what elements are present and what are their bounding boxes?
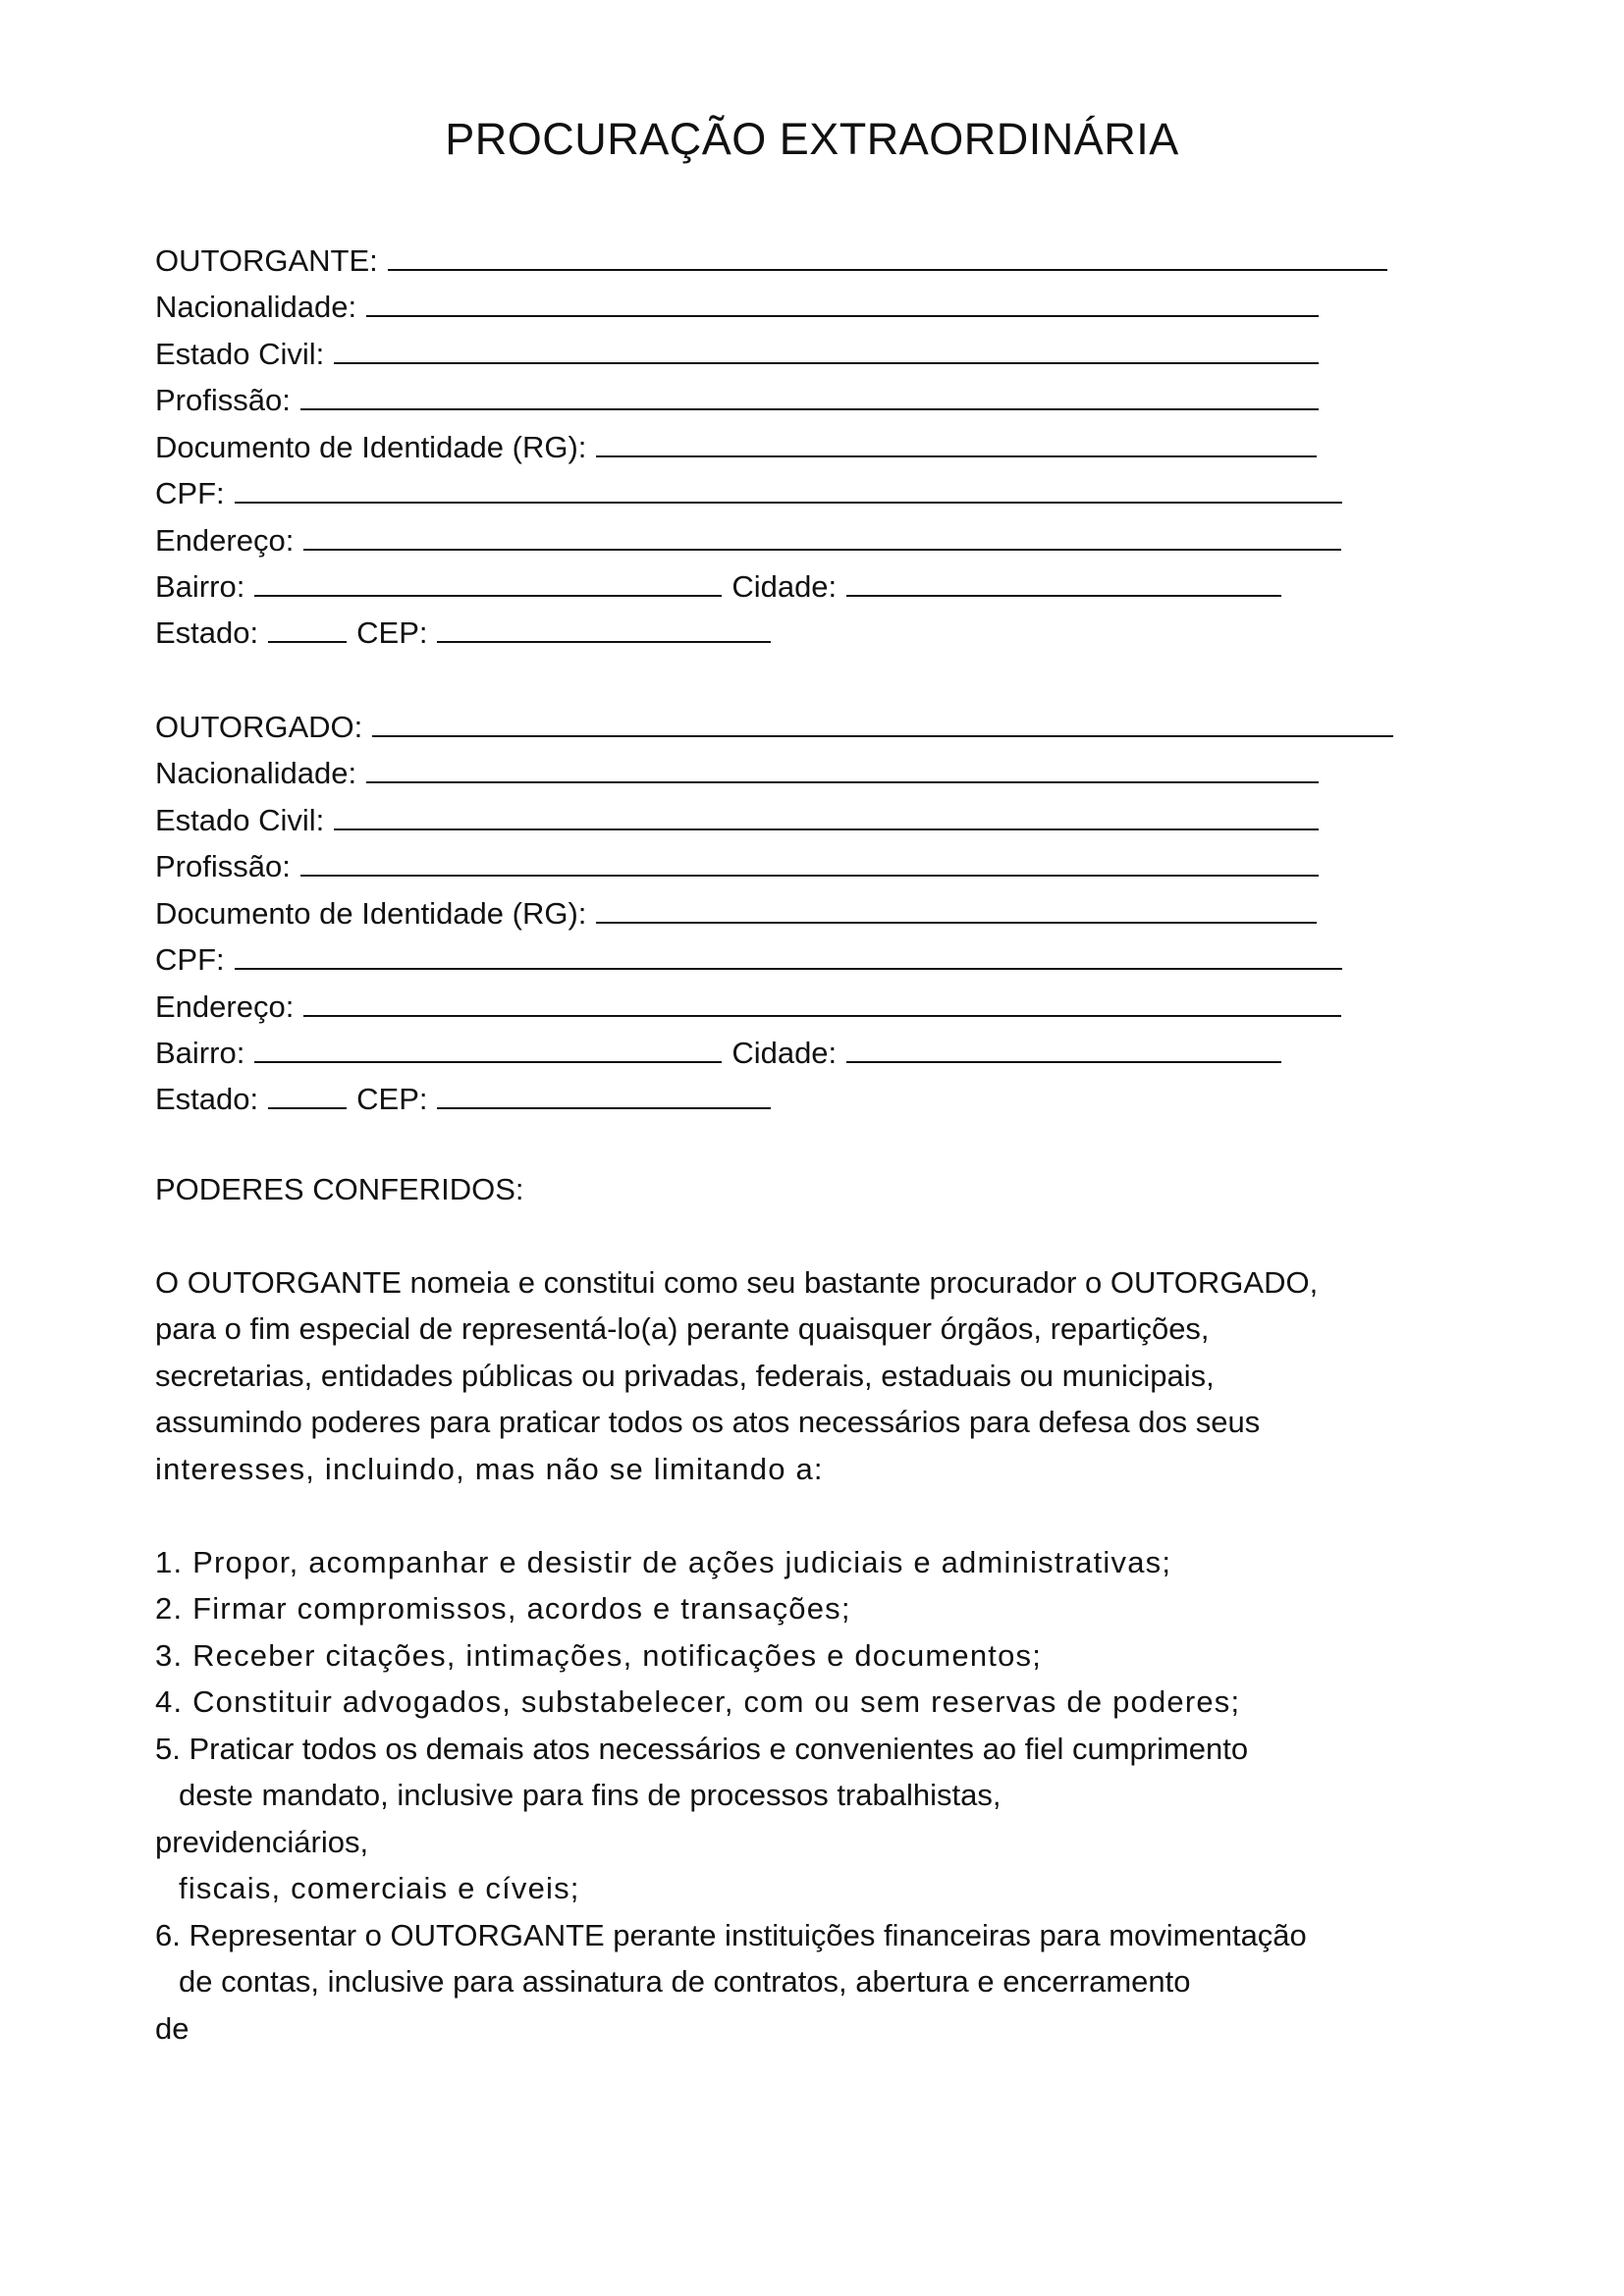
body-line: O OUTORGANTE nomeia e constitui como seu bastante procurador o OUTORGADO,: [155, 1265, 1319, 1300]
estado-civil-label: Estado Civil:: [155, 803, 325, 837]
cep-label: CEP:: [356, 615, 428, 650]
body-line: para o fim especial de representá-lo(a) perante quaisquer órgãos, repartições,: [155, 1311, 1210, 1346]
rg-blank[interactable]: [596, 892, 1317, 924]
cep-label: CEP:: [356, 1082, 428, 1116]
body-line: assumindo poderes para praticar todos os atos necessários para defesa dos seus: [155, 1405, 1261, 1439]
cidade-label: Cidade:: [731, 1036, 838, 1070]
outorgado-rg-field[interactable]: [155, 892, 1317, 932]
outorgante-estado-civil-field[interactable]: [155, 333, 1319, 372]
list-item: 3. Receber citações, intimações, notificações e documentos;: [155, 1638, 1043, 1673]
cpf-label: CPF:: [155, 942, 225, 977]
list-item-continuation: de: [155, 2011, 189, 2046]
outorgado-profissao-field[interactable]: [155, 845, 1319, 884]
estado-label: Estado:: [155, 1082, 259, 1116]
outorgado-estado-cep-row: [155, 1078, 771, 1117]
outorgado-nacionalidade-field[interactable]: [155, 752, 1319, 791]
outorgado-name-blank[interactable]: [372, 706, 1393, 737]
body-line: secretarias, entidades públicas ou privadas, federais, estaduais ou municipais,: [155, 1359, 1215, 1393]
endereco-blank[interactable]: [303, 519, 1341, 551]
estado-civil-blank[interactable]: [334, 799, 1319, 830]
cidade-blank[interactable]: [846, 1032, 1281, 1063]
nacionalidade-blank[interactable]: [366, 286, 1319, 317]
profissao-label: Profissão:: [155, 849, 291, 883]
nacionalidade-label: Nacionalidade:: [155, 290, 357, 324]
list-item-continuation: deste mandato, inclusive para fins de processos trabalhistas,: [179, 1778, 1001, 1812]
outorgante-profissao-field[interactable]: [155, 379, 1319, 418]
outorgante-rg-field[interactable]: [155, 426, 1317, 465]
list-item: 5. Praticar todos os demais atos necessários e convenientes ao fiel cumprimento: [155, 1732, 1249, 1766]
list-item: 4. Constituir advogados, substabelecer, com ou sem reservas de poderes;: [155, 1684, 1241, 1719]
document-title: PROCURAÇÃO EXTRAORDINÁRIA: [445, 114, 1179, 164]
list-item: 2. Firmar compromissos, acordos e transações;: [155, 1591, 851, 1626]
body-line: interesses, incluindo, mas não se limitando a:: [155, 1452, 824, 1486]
outorgante-bairro-cidade-row: [155, 565, 1281, 605]
profissao-blank[interactable]: [300, 845, 1319, 877]
outorgado-label: OUTORGADO:: [155, 710, 363, 744]
list-item-continuation: de contas, inclusive para assinatura de contratos, abertura e encerramento: [179, 1964, 1191, 1999]
bairro-blank[interactable]: [254, 565, 722, 597]
outorgado-cpf-field[interactable]: [155, 938, 1342, 978]
poderes-heading: PODERES CONFERIDOS:: [155, 1172, 524, 1206]
list-item: 1. Propor, acompanhar e desistir de ações judiciais e administrativas;: [155, 1545, 1172, 1579]
outorgante-name-blank[interactable]: [388, 240, 1387, 271]
outorgante-label: OUTORGANTE:: [155, 243, 378, 278]
rg-blank[interactable]: [596, 426, 1317, 457]
endereco-blank[interactable]: [303, 986, 1341, 1017]
outorgante-estado-cep-row: [155, 612, 771, 651]
nacionalidade-blank[interactable]: [366, 752, 1319, 783]
list-item-continuation: previdenciários,: [155, 1825, 369, 1859]
outorgado-estado-civil-field[interactable]: [155, 799, 1319, 838]
rg-label: Documento de Identidade (RG):: [155, 896, 587, 931]
outorgante-cpf-field[interactable]: [155, 472, 1342, 511]
nacionalidade-label: Nacionalidade:: [155, 756, 357, 790]
list-item: 6. Representar o OUTORGANTE perante instituições financeiras para movimentação: [155, 1918, 1307, 1952]
outorgante-nacionalidade-field[interactable]: [155, 286, 1319, 325]
outorgado-name-field[interactable]: [155, 706, 1393, 745]
cep-blank[interactable]: [437, 612, 771, 643]
estado-civil-blank[interactable]: [334, 333, 1319, 364]
cidade-label: Cidade:: [731, 569, 838, 604]
cep-blank[interactable]: [437, 1078, 771, 1109]
bairro-blank[interactable]: [254, 1032, 722, 1063]
profissao-label: Profissão:: [155, 383, 291, 417]
cidade-blank[interactable]: [846, 565, 1281, 597]
profissao-blank[interactable]: [300, 379, 1319, 410]
outorgado-endereco-field[interactable]: [155, 986, 1341, 1025]
rg-label: Documento de Identidade (RG):: [155, 430, 587, 464]
endereco-label: Endereço:: [155, 989, 295, 1024]
estado-blank[interactable]: [268, 612, 347, 643]
estado-label: Estado:: [155, 615, 259, 650]
endereco-label: Endereço:: [155, 523, 295, 558]
list-item-continuation: fiscais, comerciais e cíveis;: [179, 1871, 580, 1905]
cpf-blank[interactable]: [235, 472, 1342, 504]
cpf-blank[interactable]: [235, 938, 1342, 970]
cpf-label: CPF:: [155, 476, 225, 510]
bairro-label: Bairro:: [155, 569, 245, 604]
outorgado-bairro-cidade-row: [155, 1032, 1281, 1071]
bairro-label: Bairro:: [155, 1036, 245, 1070]
outorgante-endereco-field[interactable]: [155, 519, 1341, 559]
outorgante-name-field[interactable]: [155, 240, 1387, 279]
estado-blank[interactable]: [268, 1078, 347, 1109]
estado-civil-label: Estado Civil:: [155, 337, 325, 371]
